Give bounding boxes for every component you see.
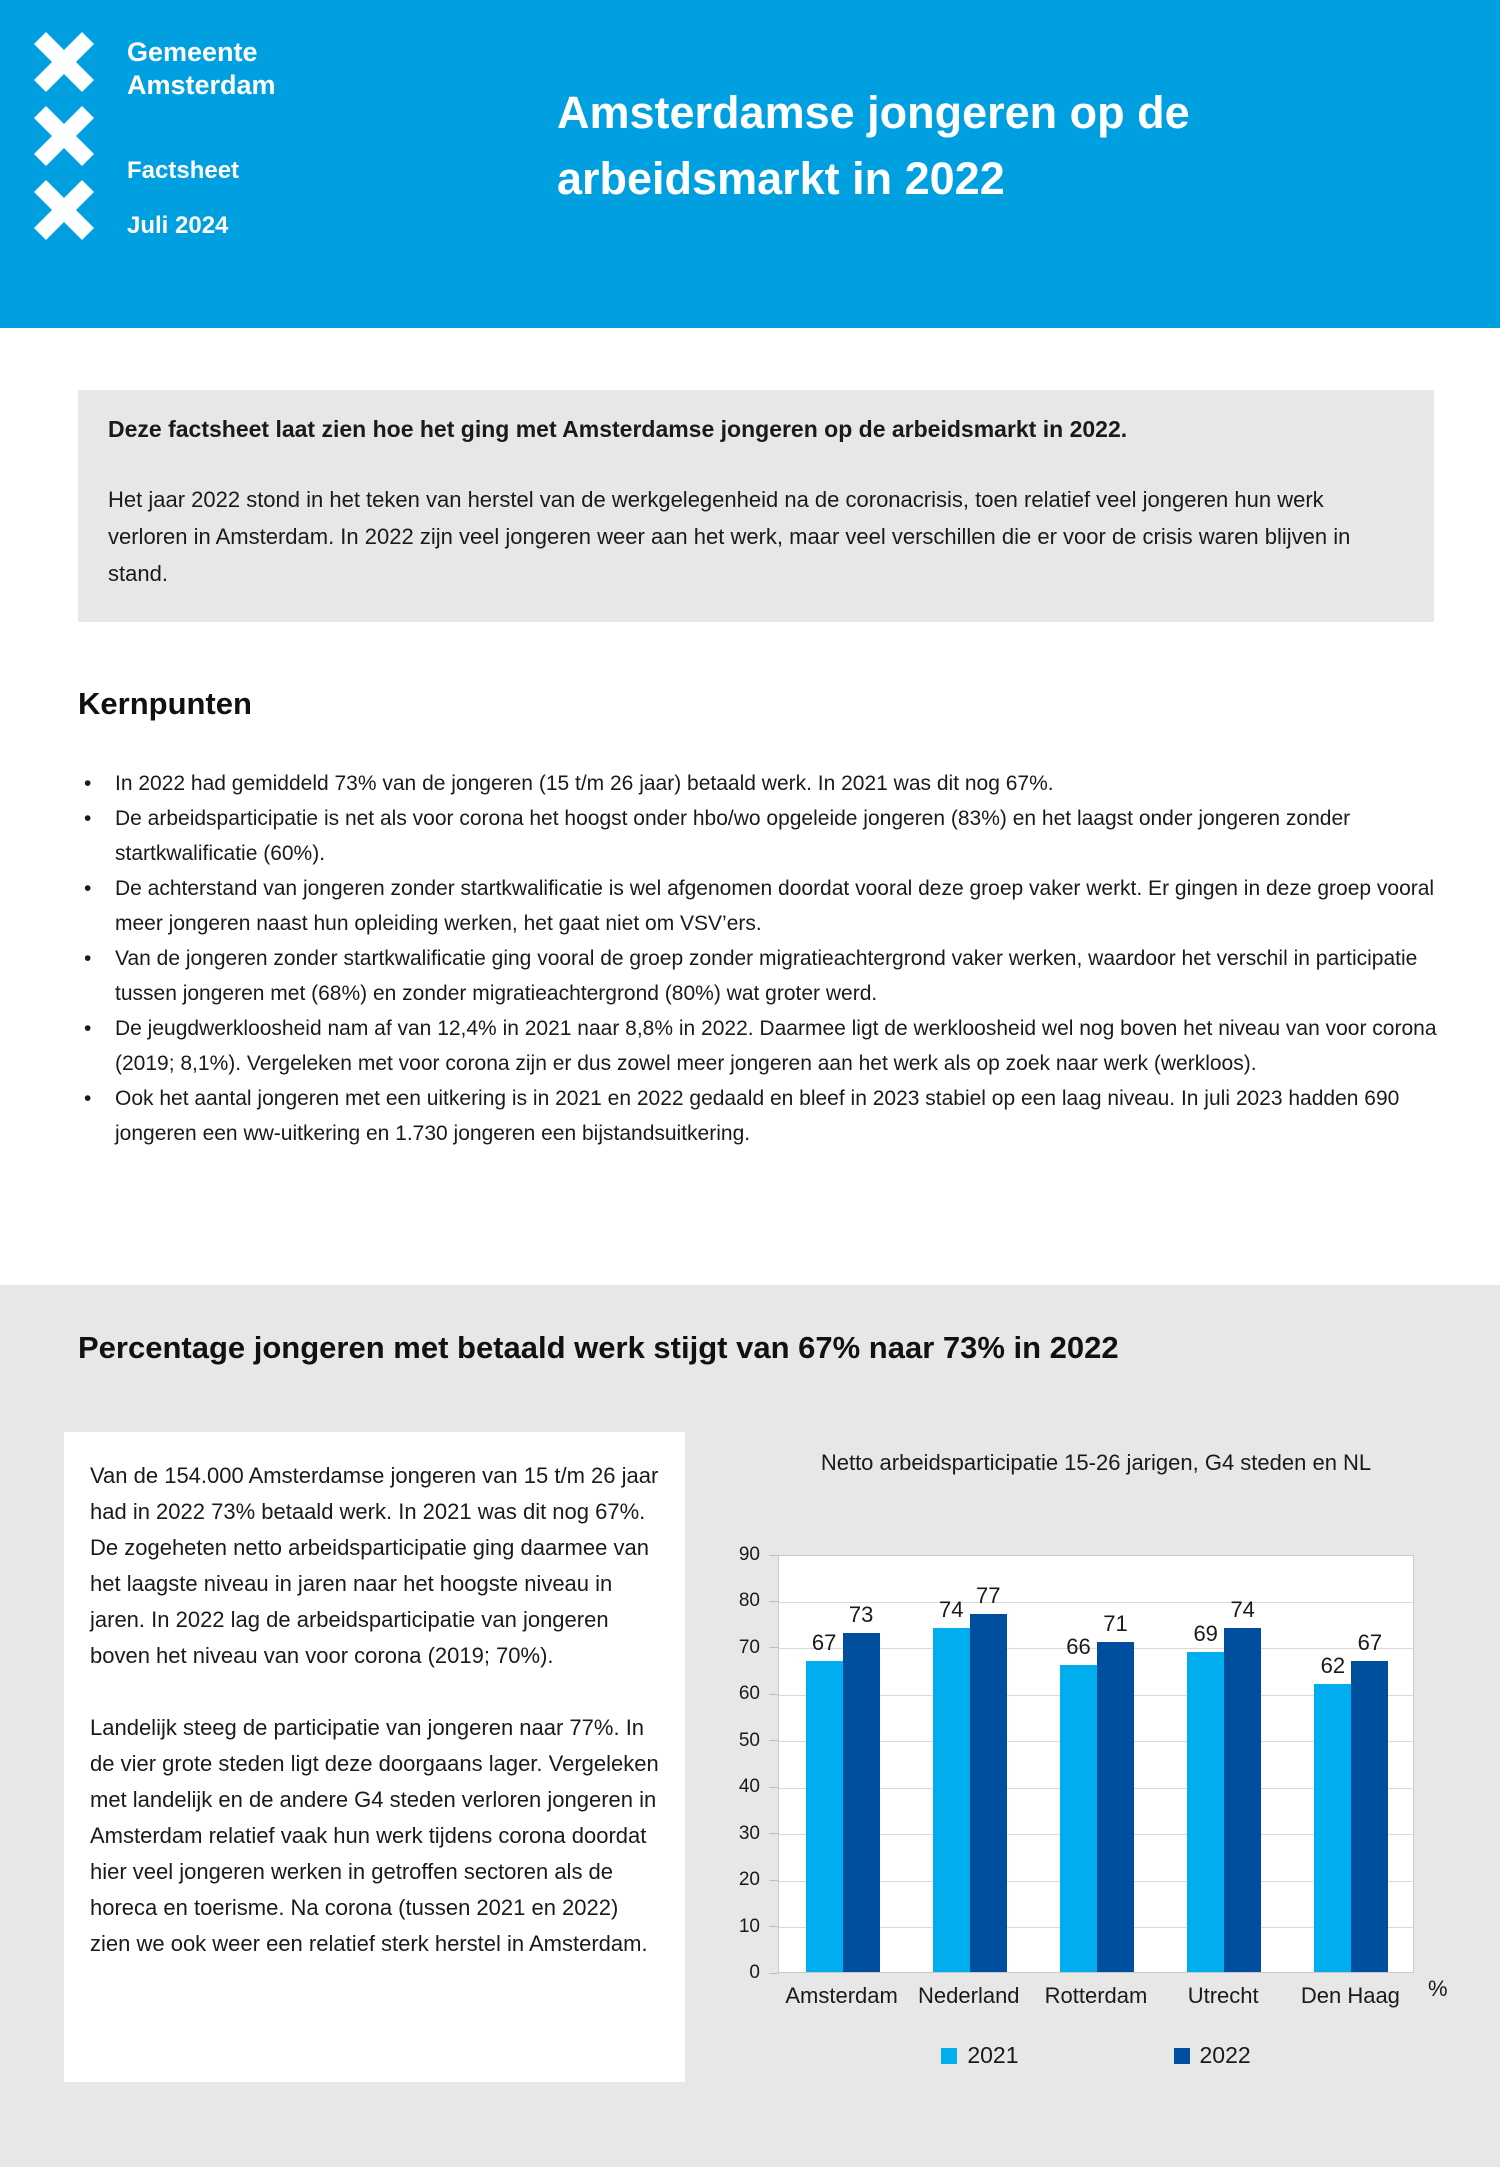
value-label-2021-rotterdam: 66 [1066,1634,1091,1660]
bar-2022-utrecht [1224,1628,1261,1972]
bar-2021-nederland [933,1628,970,1972]
intro-lead: Deze factsheet laat zien hoe het ging met Amsterdamse jongeren op de arbeidsmarkt in 2022. [108,416,1128,442]
org-name-line1: Gemeente [127,37,258,67]
y-tick-20 [769,1880,778,1881]
bar-2021-utrecht [1187,1652,1224,1972]
kernpunten-bullet: • In 2022 had gemiddeld 73% van de jongeren (15 t/m 26 jaar) betaald werk. In 2021 was dit nog 67%. [78,766,1443,801]
y-tick-30 [769,1833,778,1834]
value-label-2022-amsterdam: 73 [848,1601,874,1627]
bar-2022-rotterdam [1097,1642,1134,1972]
intro-body: Het jaar 2022 stond in het teken van herstel van de werkgelegenheid na de coronacrisis, toen relatief veel jongeren hun werk verloren in Amsterdam. In 2022 zijn veel jongeren weer aan het werk, maar veel verschillen die er voor de crisis waren blijven in stand. [108,487,1351,586]
page-title-line1: Amsterdamse jongeren op de [557,87,1190,138]
chart-unit-label: % [1428,1976,1448,2001]
kernpunten-heading: Kernpunten [78,686,252,721]
value-label-2022-den-haag: 67 [1357,1629,1383,1655]
y-axis-label-70: 70 [738,1636,760,1658]
y-axis-label-0: 0 [749,1962,760,1983]
y-axis-label-20: 20 [738,1869,760,1891]
org-name-line2: Amsterdam [127,70,276,100]
kernpunten-bullet: • Van de jongeren zonder startkwalificatie ging vooral de groep zonder migratieachtergrond vaker werken, waardoor het verschil in participatie tussen jongeren met (68%) en zonder migratieachtergrond (80%) wat groter werd. [78,941,1443,1011]
legend-item-2021 [941,2042,1018,2069]
y-axis-label-90: 90 [738,1544,760,1565]
y-tick-70 [769,1647,778,1648]
value-label-2021-utrecht: 69 [1193,1620,1218,1646]
y-axis-label-10: 10 [738,1915,760,1937]
section-textbox [64,1432,685,2082]
bar-2022-nederland [970,1614,1007,1972]
kernpunten-bullet: • De jeugdwerkloosheid nam af van 12,4% in 2021 naar 8,8% in 2022. Daarmee ligt de werkloosheid wel nog boven het niveau van voor corona (2019; 8,1%). Vergeleken met voor corona zijn er dus zowel meer jongeren aan het werk als op zoek naar werk (werkloos). [78,1011,1443,1081]
legend-swatch-2021 [941,2048,957,2064]
x-axis-label-utrecht: Utrecht [1187,1983,1259,2008]
x-axis-label-den-haag: Den Haag [1300,1983,1400,2008]
bar-2022-den-haag [1351,1661,1388,1972]
bar-2021-rotterdam [1060,1665,1097,1972]
bar-2022-amsterdam [843,1633,880,1972]
textbox-para1: Van de 154.000 Amsterdamse jongeren van 15 t/m 26 jaar had in 2022 73% betaald werk. In 2021 was dit nog 67%. De zogeheten netto arbeidsparticipatie ging daarmee van het laagste niveau in jaren naar het hoogste niveau in jaren. In 2022 lag de arbeidsparticipatie van jongeren boven het niveau van voor corona (2019; 70%). [90,1463,659,1668]
y-tick-50 [769,1740,778,1741]
value-label-2022-nederland: 77 [976,1583,1001,1609]
y-axis-label-30: 30 [738,1822,760,1844]
value-label-2022-utrecht: 74 [1230,1597,1255,1623]
x-axis-label-nederland: Nederland [918,1983,1020,2008]
amsterdam-xxx-logo-icon [33,31,95,241]
y-axis-label-40: 40 [738,1776,760,1798]
x-axis-label-amsterdam: Amsterdam [785,1983,898,2008]
chart-plot-area [778,1555,1414,1973]
x-axis-label-rotterdam: Rotterdam [1044,1983,1148,2008]
value-label-2021-nederland: 74 [939,1597,964,1623]
page-title-line2: arbeidsmarkt in 2022 [557,153,1005,204]
intro-box [78,390,1434,622]
y-tick-0 [769,1973,778,1974]
doc-date: Juli 2024 [127,212,229,239]
chart-legend [778,2042,1414,2069]
bar-2021-amsterdam [806,1661,843,1972]
y-tick-10 [769,1926,778,1927]
participation-section [0,1285,1500,2167]
kernpunten-bullet: • Ook het aantal jongeren met een uitkering is in 2021 en 2022 gedaald en bleef in 2023 stabiel op een laag niveau. In juli 2023 hadden 690 jongeren een ww-uitkering en 1.730 jongeren een bijstandsuitkering. [78,1081,1443,1151]
page-title [557,80,1377,212]
legend-label-2021: 2021 [967,2042,1019,2068]
participation-bar-chart [700,1440,1500,2140]
kernpunten-bullet: • De arbeidsparticipatie is net als voor corona het hoogst onder hbo/wo opgeleide jongeren (83%) en het laagst onder jongeren zonder startkwalificatie (60%). [78,801,1443,871]
doc-type-label: Factsheet [127,157,240,184]
kernpunten-list [78,766,1443,1151]
y-axis-label-60: 60 [738,1683,760,1705]
legend-item-2022 [1174,2042,1251,2069]
header-banner [0,0,1500,328]
y-tick-80 [769,1601,778,1602]
y-axis-label-80: 80 [738,1590,760,1612]
y-tick-90 [769,1555,778,1556]
legend-swatch-2022 [1174,2048,1190,2064]
value-label-2022-rotterdam: 71 [1103,1611,1128,1637]
org-name [127,36,276,102]
y-tick-40 [769,1787,778,1788]
value-label-2021-amsterdam: 67 [811,1629,837,1655]
value-label-2021-den-haag: 62 [1320,1653,1346,1679]
kernpunten-bullet: • De achterstand van jongeren zonder startkwalificatie is wel afgenomen doordat vooral deze groep vaker werkt. Er gingen in deze groep vooral meer jongeren naast hun opleiding werken, het gaat niet om VSV’ers. [78,871,1443,941]
chart-title: Netto arbeidsparticipatie 15-26 jarigen, G4 steden en NL [820,1450,1372,1475]
y-tick-60 [769,1694,778,1695]
textbox-para2: Landelijk steeg de participatie van jongeren naar 77%. In de vier grote steden ligt deze doorgaans lager. Vergeleken met landelijk en de andere G4 steden verloren jongeren in Amsterdam relatief vaak hun werk tijdens corona doordat hier veel jongeren werken in getroffen sectoren als de horeca en toerisme. Na corona (tussen 2021 en 2022) zien we ook weer een relatief sterk herstel in Amsterdam. [90,1715,659,1956]
bar-2021-den-haag [1314,1684,1351,1972]
y-axis-label-50: 50 [738,1729,760,1751]
legend-label-2022: 2022 [1199,2042,1251,2068]
section-heading: Percentage jongeren met betaald werk stijgt van 67% naar 73% in 2022 [78,1330,1119,1365]
